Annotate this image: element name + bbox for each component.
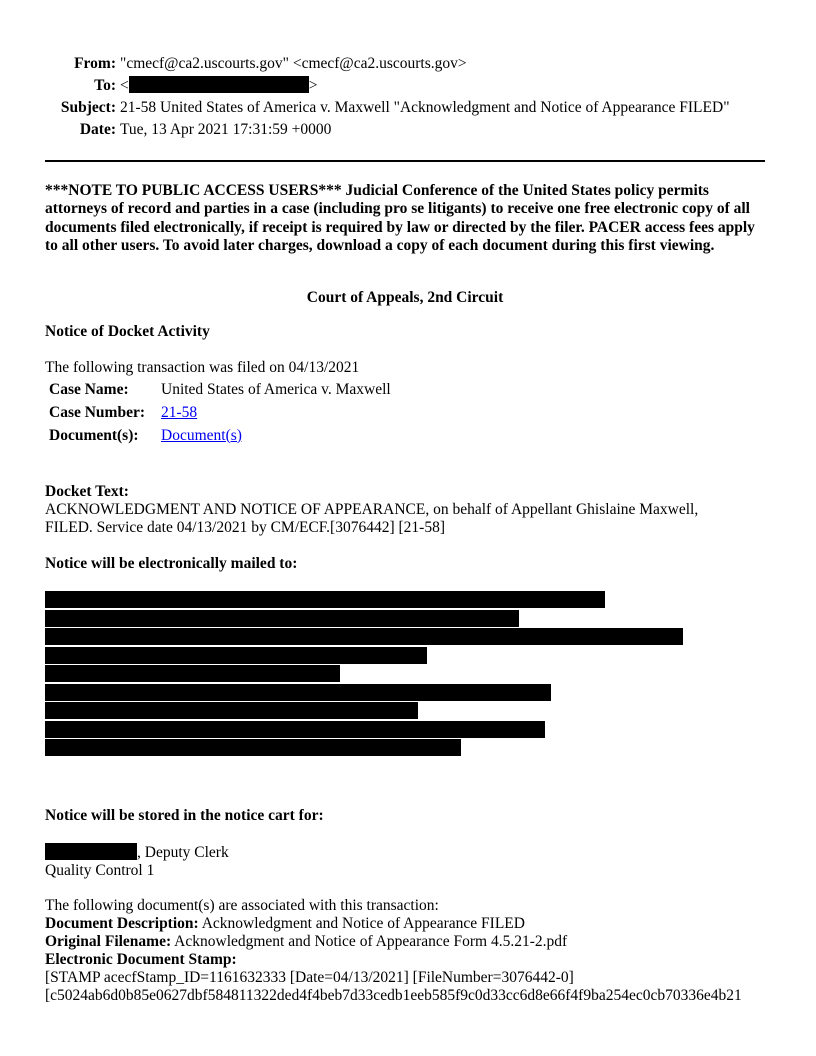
from-value: "cmecf@ca2.uscourts.gov" <cmecf@ca2.uscourts.gov> (120, 55, 467, 72)
clerk-line (45, 843, 770, 862)
redaction-bar (45, 702, 418, 719)
transaction-line: The following transaction was filed on 04/13/2021 (45, 359, 360, 376)
case-number-row (46, 401, 394, 424)
case-number-label: Case Number: (49, 403, 145, 421)
original-filename-row (45, 933, 770, 951)
documents-intro: The following document(s) are associated with this transaction: (45, 897, 439, 914)
case-name-row (46, 378, 394, 401)
docket-text-line-1: ACKNOWLEDGMENT AND NOTICE OF APPEARANCE, on behalf of Appellant Ghislaine Maxwell, (45, 501, 699, 518)
mailed-to-label: Notice will be electronically mailed to: (45, 555, 298, 572)
subject-row (0, 98, 730, 120)
docket-text-line-2: FILED. Service date 04/13/2021 by CM/ECF.[3076442] [21-58] (45, 519, 445, 536)
documents-link[interactable]: Document(s) (161, 426, 242, 444)
subject-label: Subject: (60, 99, 116, 116)
redacted-recipients (45, 591, 770, 758)
documents-label: Document(s): (49, 426, 139, 444)
document-description-value: Acknowledgment and Notice of Appearance FILED (201, 915, 525, 932)
electronic-stamp-line-2: [c5024ab6d0b85e0627dbf584811322ded4f4beb7d33cedb1eeb585f9c0d33cc6d8e66f4f9ba254ec0cb70336e4b21 (45, 987, 742, 1004)
date-row (0, 120, 730, 142)
section-title: Notice of Docket Activity (45, 323, 210, 340)
redaction-bar (45, 739, 461, 756)
redaction-bar (45, 647, 427, 664)
clerk-unit: Quality Control 1 (45, 862, 155, 879)
associated-documents (45, 897, 770, 1005)
date-value: Tue, 13 Apr 2021 17:31:59 +0000 (120, 121, 332, 138)
original-filename-label: Original Filename: (45, 933, 172, 950)
public-access-notice: ***NOTE TO PUBLIC ACCESS USERS*** Judicial Conference of the United States policy permits attorneys of record and parties in a case (including pro se litigants) to receive one free electronic copy of all documents filed electronically, if receipt is required by law or directed by the filer. PACER access fees apply to all other users. To avoid later charges, download a copy of each document during this first viewing. (45, 182, 755, 254)
case-number-link[interactable]: 21-58 (161, 403, 198, 421)
case-name-label: Case Name: (49, 380, 129, 398)
to-suffix: > (308, 77, 318, 94)
case-name-value: United States of America v. Maxwell (161, 380, 391, 398)
from-row (0, 54, 730, 76)
docket-text-label: Docket Text: (45, 483, 129, 500)
case-info (45, 378, 770, 447)
redaction-bar (45, 610, 519, 627)
to-row (0, 76, 730, 98)
original-filename-value: Acknowledgment and Notice of Appearance Form 4.5.21-2.pdf (174, 933, 568, 950)
court-name: Court of Appeals, 2nd Circuit (306, 289, 504, 306)
redaction-bar (45, 665, 340, 682)
redaction-bar (45, 684, 551, 701)
header-divider (45, 160, 765, 162)
electronic-stamp-line-1: [STAMP acecfStamp_ID=1161632333 [Date=04/13/2021] [FileNumber=3076442-0] (45, 969, 574, 986)
from-label: From: (74, 55, 116, 72)
redaction-bar (45, 721, 545, 738)
documents-row (46, 424, 394, 447)
to-prefix: < (120, 77, 129, 94)
docket-text (45, 483, 770, 537)
document-description-label: Document Description: (45, 915, 199, 932)
document-description-row (45, 915, 770, 933)
redaction-bar (45, 628, 683, 645)
date-label: Date: (79, 121, 116, 138)
clerk-info (45, 843, 770, 880)
clerk-redaction (45, 843, 137, 860)
subject-value: 21-58 United States of America v. Maxwell "Acknowledgment and Notice of Appearance FILED" (120, 99, 730, 116)
to-label: To: (94, 77, 116, 94)
electronic-stamp-label: Electronic Document Stamp: (45, 951, 237, 968)
notice-cart-label: Notice will be stored in the notice cart for: (45, 807, 324, 824)
redaction-bar (45, 591, 605, 608)
clerk-title: , Deputy Clerk (137, 844, 229, 861)
email-header (0, 54, 730, 142)
to-redaction (129, 76, 309, 93)
case-info-table (46, 378, 394, 447)
